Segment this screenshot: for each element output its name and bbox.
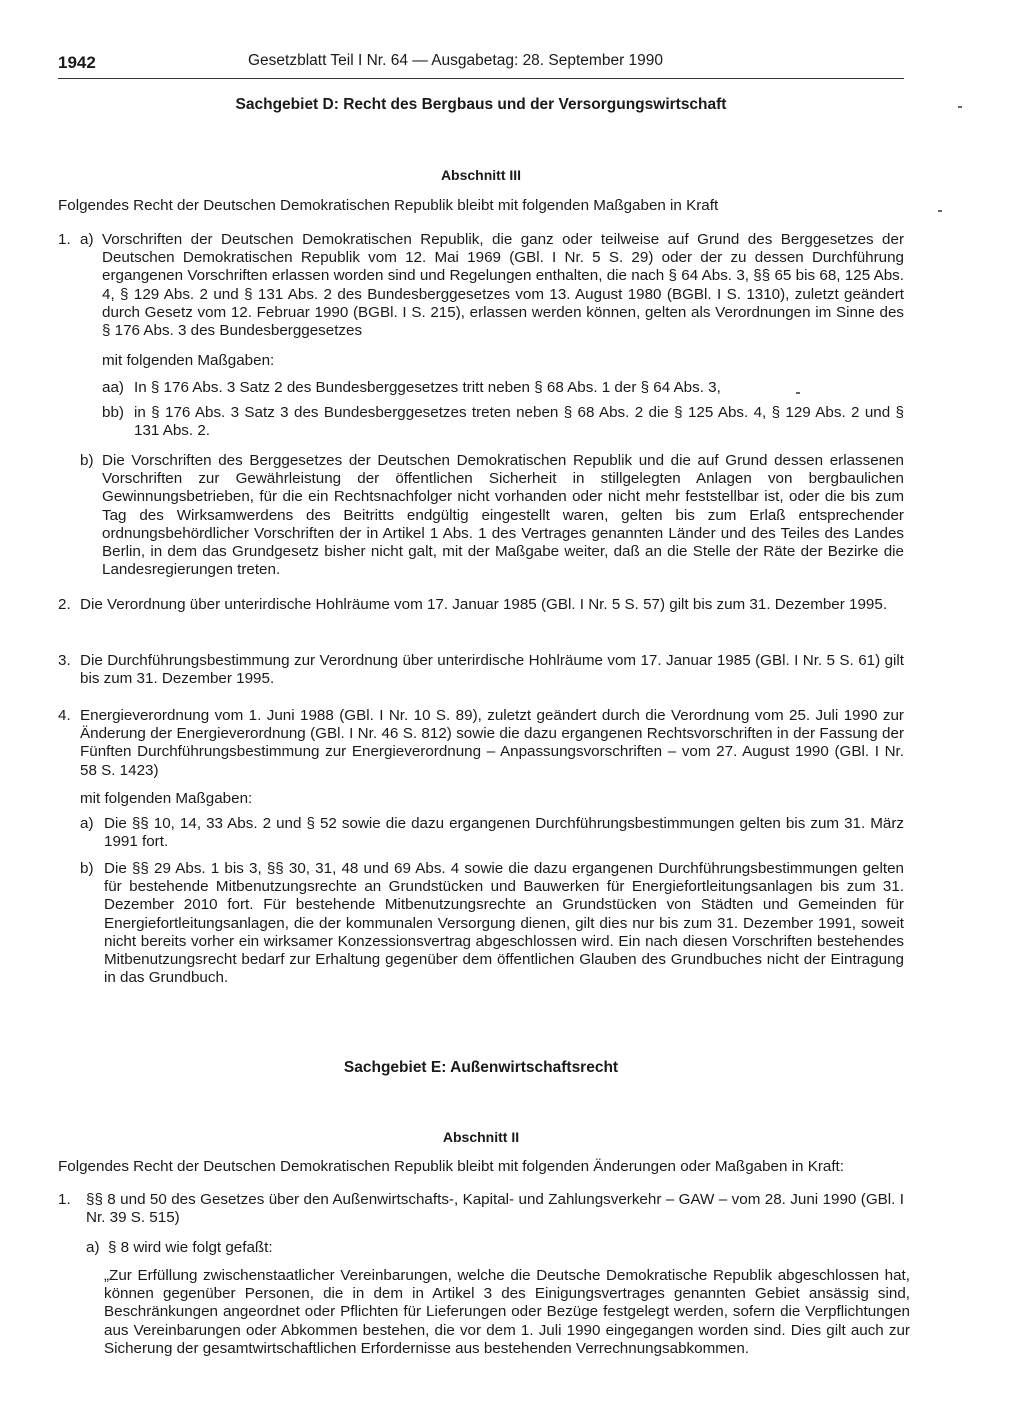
paragraph: Die Durchführungsbestimmung zur Verordnung über unterirdische Hohlräume vom 17. Januar 1985 (GBl. I Nr. 5 S. 61) gilt bis zum 31. Dezember 1995. [80,652,904,688]
print-speck [796,392,800,394]
paragraph: In § 176 Abs. 3 Satz 2 des Bundesberggesetzes tritt neben § 68 Abs. 1 der § 64 Abs. 3, [134,379,721,396]
section-d-abschnitt: Abschnitt III [440,167,522,183]
page-header [58,52,904,79]
subitem-label: a) [80,231,94,248]
item-number: 1. [58,231,71,248]
print-speck [938,210,942,212]
paragraph: Energieverordnung vom 1. Juni 1988 (GBl. I Nr. 10 S. 89), zuletzt geändert durch die Verordnung vom 25. Juli 1990 zur Änderung der Energieverordnung (GBl. I Nr. 46 S. 812) sowie die dazu ergangenen Rechtsvorschriften in der Fassung der Fünften Durchführungsbestimmung zur Energieverordnung – Anpassungsvorschriften – vom 27. August 1990 (GBl. I Nr. 58 S. 1423) [80,707,904,779]
paragraph: § 8 wird wie folgt gefaßt: [108,1239,273,1256]
paragraph: mit folgenden Maßgaben: [102,352,275,369]
paragraph: §§ 8 und 50 des Gesetzes über den Außenwirtschafts-, Kapital- und Zahlungsverkehr – GAW – vom 28. Juni 1990 (GBl. I Nr. 39 S. 515) [86,1191,904,1227]
subitem-label: bb) [102,404,124,421]
section-e-title: Sachgebiet E: Außenwirtschaftsrecht [343,1059,619,1076]
section-d-title: Sachgebiet D: Recht des Bergbaus und der Versorgungswirtschaft [235,96,727,113]
section-e-abschnitt: Abschnitt II [442,1129,520,1145]
paragraph: mit folgenden Maßgaben: [80,790,253,807]
page-number: 1942 [58,53,96,72]
subitem-label: aa) [102,379,124,396]
paragraph: Die §§ 29 Abs. 1 bis 3, §§ 30, 31, 48 und 69 Abs. 4 sowie die dazu ergangenen Durchführungsbestimmungen gelten für bestehende Mitbenutzungsrechte an Grundstücken und Bauwerken für Energiefortleitungsanlagen bis zum 31. Dezember 2010 fort. Für bestehende Mitbenutzungsrechte an Grundstücken von Städten und Gemeinden für Energiefortleitungsanlagen, die der kommunalen Versorgung dienen, gilt dies nur bis zum 31. Dezember 1991, soweit nicht bereits vorher ein wirksamer Konzessionsvertrag abgeschlossen wird. Ein nach diesen Vorschriften bestehendes Mitbenutzungsrecht bedarf zur Erhaltung gegenüber dem öffentlichen Glauben des Grundbuches nicht der Eintragung in das Grundbuch. [104,860,904,987]
subitem-label: b) [80,860,94,877]
paragraph: Die §§ 10, 14, 33 Abs. 2 und § 52 sowie die dazu ergangenen Durchführungsbestimmungen gelten bis zum 31. März 1991 fort. [104,815,904,851]
paragraph: Die Verordnung über unterirdische Hohlräume vom 17. Januar 1985 (GBl. I Nr. 5 S. 57) gilt bis zum 31. Dezember 1995. [80,596,888,613]
item-number: 3. [58,652,71,669]
print-speck [958,106,962,108]
item-number: 2. [58,596,71,613]
paragraph: Die Vorschriften des Berggesetzes der Deutschen Demokratischen Republik und die auf Grund dessen erlassenen Vorschriften zur Gewährleistung der öffentlichen Sicherheit in stillgelegten Anlagen von bergbaulichen Gewinnungsbetrieben, für die ein Rechtsnachfolger nicht vorhanden oder nicht mehr feststellbar ist, oder die bis zum Tag des Wirksamwerdens des Beitritts endgültig eingestellt waren, gelten bis zum Erlaß entsprechender ordnungsbehördlicher Vorschriften der in Artikel 1 Abs. 1 des Vertrages genannten Länder und des Teiles des Landes Berlin, in dem das Grundgesetz bisher nicht galt, mit der Maßgabe weiter, daß an die Stelle der Räte der Bezirke die Landesregierungen treten. [102,452,904,579]
item-number: 1. [58,1191,71,1208]
subitem-label: b) [80,452,94,469]
section-d-intro: Folgendes Recht der Deutschen Demokratischen Republik bleibt mit folgenden Maßgaben in Kraft [58,197,719,214]
item-number: 4. [58,707,71,724]
subitem-label: a) [86,1239,100,1256]
subitem-label: a) [80,815,94,832]
paragraph: Vorschriften der Deutschen Demokratischen Republik, die ganz oder teilweise auf Grund des Berggesetzes der Deutschen Demokratischen Republik vom 12. Mai 1969 (GBl. I Nr. 5 S. 29) oder der zu dessen Durchführung ergangenen Vorschriften erlassen worden sind und Regelungen enthalten, die nach § 64 Abs. 3, §§ 65 bis 68, 125 Abs. 4, § 129 Abs. 2 und § 131 Abs. 2 des Bundesberggesetzes vom 13. August 1980 (BGBl. I S. 1310), zuletzt geändert durch Gesetz vom 12. Februar 1990 (BGBl. I S. 215), erlassen werden können, gelten als Verordnungen im Sinne des § 176 Abs. 3 des Bundesberggesetzes [102,231,904,340]
section-e-intro: Folgendes Recht der Deutschen Demokratischen Republik bleibt mit folgenden Änderungen oder Maßgaben in Kraft: [58,1158,844,1175]
quoted-paragraph: „Zur Erfüllung zwischenstaatlicher Vereinbarungen, welche die Deutsche Demokratische Republik abgeschlossen hat, können gegenüber Personen, die in dem in Artikel 3 des Einigungsvertrages genannten Gebiet ansässig sind, Beschränkungen angeordnet oder Pflichten für Lieferungen oder Bezüge festgelegt werden, sofern die Verpflichtungen aus Vereinbarungen oder Abkommen bestehen, die vor dem 1. Juli 1990 eingegangen worden sind. Dies gilt auch zur Sicherung der gesamtwirtschaftlichen Erfordernisse aus bestehenden Verrechnungsabkommen. [104,1267,910,1357]
header-title: Gesetzblatt Teil I Nr. 64 — Ausgabetag: 28. September 1990 [248,52,664,69]
paragraph: in § 176 Abs. 3 Satz 3 des Bundesberggesetzes treten neben § 68 Abs. 2 die § 125 Abs. 4, § 129 Abs. 2 und § 131 Abs. 2. [134,404,904,440]
